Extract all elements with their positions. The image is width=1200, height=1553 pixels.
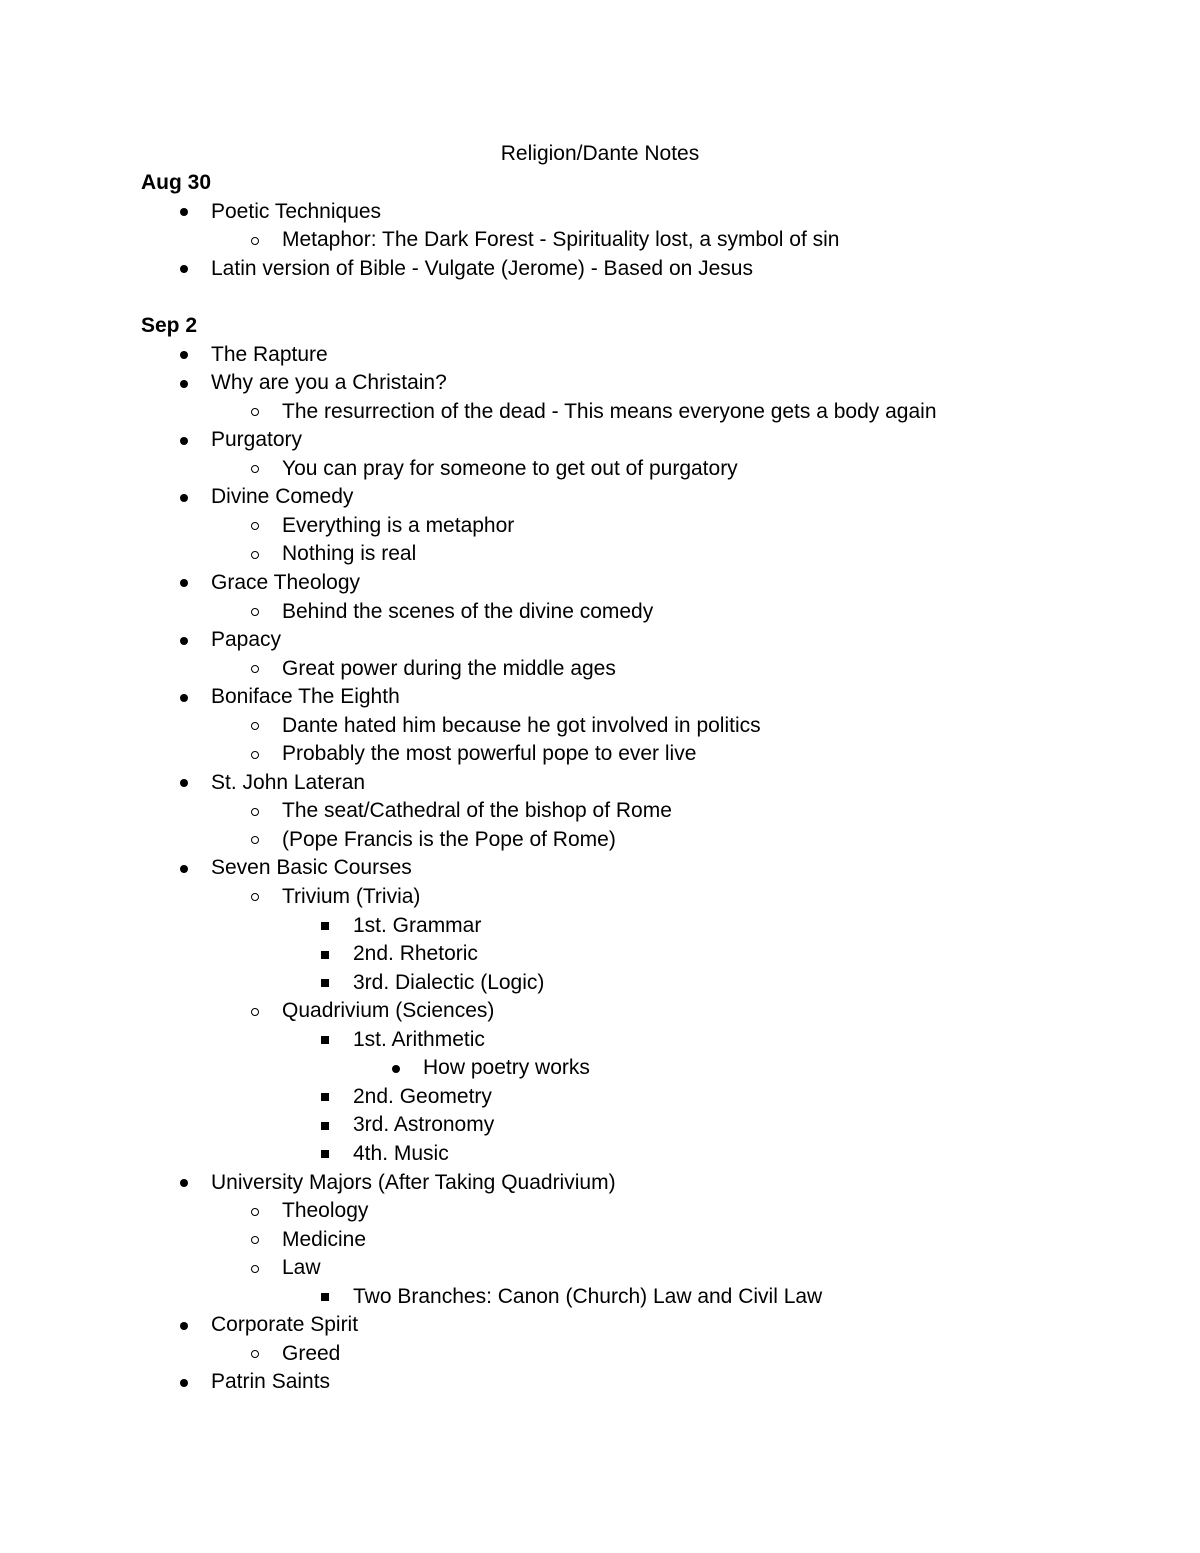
bullet-square-icon <box>318 1083 332 1112</box>
list-item <box>0 740 1200 769</box>
list-item <box>0 1368 1200 1397</box>
list-item <box>0 569 1200 598</box>
list-item <box>0 426 1200 455</box>
list-item-text: University Majors (After Taking Quadrivium) <box>211 1170 616 1194</box>
list-item <box>0 512 1200 541</box>
list-item-text: The resurrection of the dead - This means everyone gets a body again <box>282 399 937 423</box>
list-item <box>0 398 1200 427</box>
list-item <box>0 912 1200 941</box>
bullet-circle-icon <box>248 740 262 769</box>
bullet-circle-icon <box>248 1197 262 1226</box>
bullet-circle-icon <box>248 797 262 826</box>
bullet-dot-icon <box>177 854 191 883</box>
list-item-text: Probably the most powerful pope to ever live <box>282 742 697 766</box>
list-item-text: Everything is a metaphor <box>282 513 515 537</box>
list-item <box>0 1140 1200 1169</box>
list-item <box>0 540 1200 569</box>
list-item-text: Theology <box>282 1199 369 1223</box>
bullet-dot-icon <box>177 626 191 655</box>
list-item-text: Quadrivium (Sciences) <box>282 999 495 1023</box>
list-item <box>0 683 1200 712</box>
list-item-text: Why are you a Christain? <box>211 371 447 395</box>
list-item <box>0 483 1200 512</box>
list-item <box>0 1169 1200 1198</box>
list-item-text: 2nd. Geometry <box>353 1084 492 1108</box>
list-item-text: (Pope Francis is the Pope of Rome) <box>282 827 616 851</box>
section-heading: Aug 30 <box>141 171 212 194</box>
bullet-square-icon <box>318 940 332 969</box>
list-item-text: Corporate Spirit <box>211 1313 359 1337</box>
bullet-circle-icon <box>248 712 262 741</box>
bullet-square-icon <box>318 969 332 998</box>
list-item-text: Seven Basic Courses <box>211 856 412 880</box>
bullet-dot-icon <box>177 483 191 512</box>
list-item <box>0 226 1200 255</box>
bullet-circle-icon <box>248 512 262 541</box>
bullet-square-icon <box>318 912 332 941</box>
list-item-text: 1st. Arithmetic <box>353 1027 485 1051</box>
list-item <box>0 198 1200 227</box>
list-item-text: Law <box>282 1256 321 1280</box>
bullet-square-icon <box>318 1140 332 1169</box>
list-item <box>0 1340 1200 1369</box>
list-item-text: The Rapture <box>211 342 328 366</box>
list-item <box>0 655 1200 684</box>
bullet-circle-icon <box>248 655 262 684</box>
list-item-text: Divine Comedy <box>211 485 354 509</box>
list-item <box>0 455 1200 484</box>
bullet-dot-icon <box>177 769 191 798</box>
bullet-dot-icon <box>177 369 191 398</box>
list-item <box>0 826 1200 855</box>
bullet-circle-icon <box>248 455 262 484</box>
list-item <box>0 1283 1200 1312</box>
list-item-text: Grace Theology <box>211 570 361 594</box>
list-item-text: The seat/Cathedral of the bishop of Rome <box>282 799 672 823</box>
bullet-dot-icon <box>389 1054 403 1083</box>
list-item-text: Patrin Saints <box>211 1370 331 1394</box>
section-heading: Sep 2 <box>141 314 198 337</box>
list-item-text: Great power during the middle ages <box>282 656 616 680</box>
list-item <box>0 626 1200 655</box>
bullet-dot-icon <box>177 569 191 598</box>
document-title: Religion/Dante Notes <box>500 142 700 165</box>
list-item-text: Boniface The Eighth <box>211 685 400 709</box>
list-item <box>0 797 1200 826</box>
bullet-circle-icon <box>248 997 262 1026</box>
list-item-text: Metaphor: The Dark Forest - Spirituality lost, a symbol of sin <box>282 228 840 252</box>
bullet-square-icon <box>318 1111 332 1140</box>
bullet-circle-icon <box>248 1226 262 1255</box>
list-item-text: Dante hated him because he got involved in politics <box>282 713 761 737</box>
list-item <box>0 341 1200 370</box>
list-item-text: 3rd. Dialectic (Logic) <box>353 970 545 994</box>
list-item-text: You can pray for someone to get out of purgatory <box>282 456 738 480</box>
bullet-square-icon <box>318 1283 332 1312</box>
list-item <box>0 1226 1200 1255</box>
list-item-text: Poetic Techniques <box>211 199 382 223</box>
list-item <box>0 255 1200 284</box>
list-item <box>0 1026 1200 1055</box>
list-item-text: St. John Lateran <box>211 770 366 794</box>
bullet-circle-icon <box>248 826 262 855</box>
list-item <box>0 969 1200 998</box>
list-item-text: Nothing is real <box>282 542 417 566</box>
list-item <box>0 1311 1200 1340</box>
list-item-text: Papacy <box>211 628 282 652</box>
list-item <box>0 1111 1200 1140</box>
list-item-text: 1st. Grammar <box>353 913 482 937</box>
bullet-circle-icon <box>248 1340 262 1369</box>
list-item <box>0 769 1200 798</box>
list-item-text: Latin version of Bible - Vulgate (Jerome) - Based on Jesus <box>211 256 753 280</box>
bullet-circle-icon <box>248 1254 262 1283</box>
list-item <box>0 369 1200 398</box>
list-item <box>0 1083 1200 1112</box>
list-item <box>0 1254 1200 1283</box>
list-item-text: Greed <box>282 1341 341 1365</box>
list-item-text: Behind the scenes of the divine comedy <box>282 599 654 623</box>
list-item <box>0 1054 1200 1083</box>
list-item <box>0 598 1200 627</box>
list-item-text: Medicine <box>282 1227 367 1251</box>
bullet-dot-icon <box>177 426 191 455</box>
list-item <box>0 712 1200 741</box>
list-item-text: 2nd. Rhetoric <box>353 942 478 966</box>
bullet-circle-icon <box>248 398 262 427</box>
bullet-dot-icon <box>177 683 191 712</box>
list-item-text: 3rd. Astronomy <box>353 1113 495 1137</box>
bullet-circle-icon <box>248 226 262 255</box>
bullet-dot-icon <box>177 1368 191 1397</box>
list-item-text: Trivium (Trivia) <box>282 885 421 908</box>
list-item <box>0 883 1200 912</box>
bullet-square-icon <box>318 1026 332 1055</box>
list-item <box>0 854 1200 883</box>
list-item-text: Two Branches: Canon (Church) Law and Civil Law <box>353 1284 823 1308</box>
bullet-dot-icon <box>177 1169 191 1198</box>
bullet-dot-icon <box>177 198 191 227</box>
bullet-circle-icon <box>248 883 262 912</box>
bullet-dot-icon <box>177 1311 191 1340</box>
list-item <box>0 940 1200 969</box>
bullet-dot-icon <box>177 341 191 370</box>
bullet-circle-icon <box>248 540 262 569</box>
bullet-circle-icon <box>248 598 262 627</box>
bullet-dot-icon <box>177 255 191 284</box>
list-item-text: Purgatory <box>211 428 303 452</box>
list-item <box>0 997 1200 1026</box>
list-item-text: 4th. Music <box>353 1141 449 1165</box>
list-item <box>0 1197 1200 1226</box>
list-item-text: How poetry works <box>423 1056 590 1080</box>
